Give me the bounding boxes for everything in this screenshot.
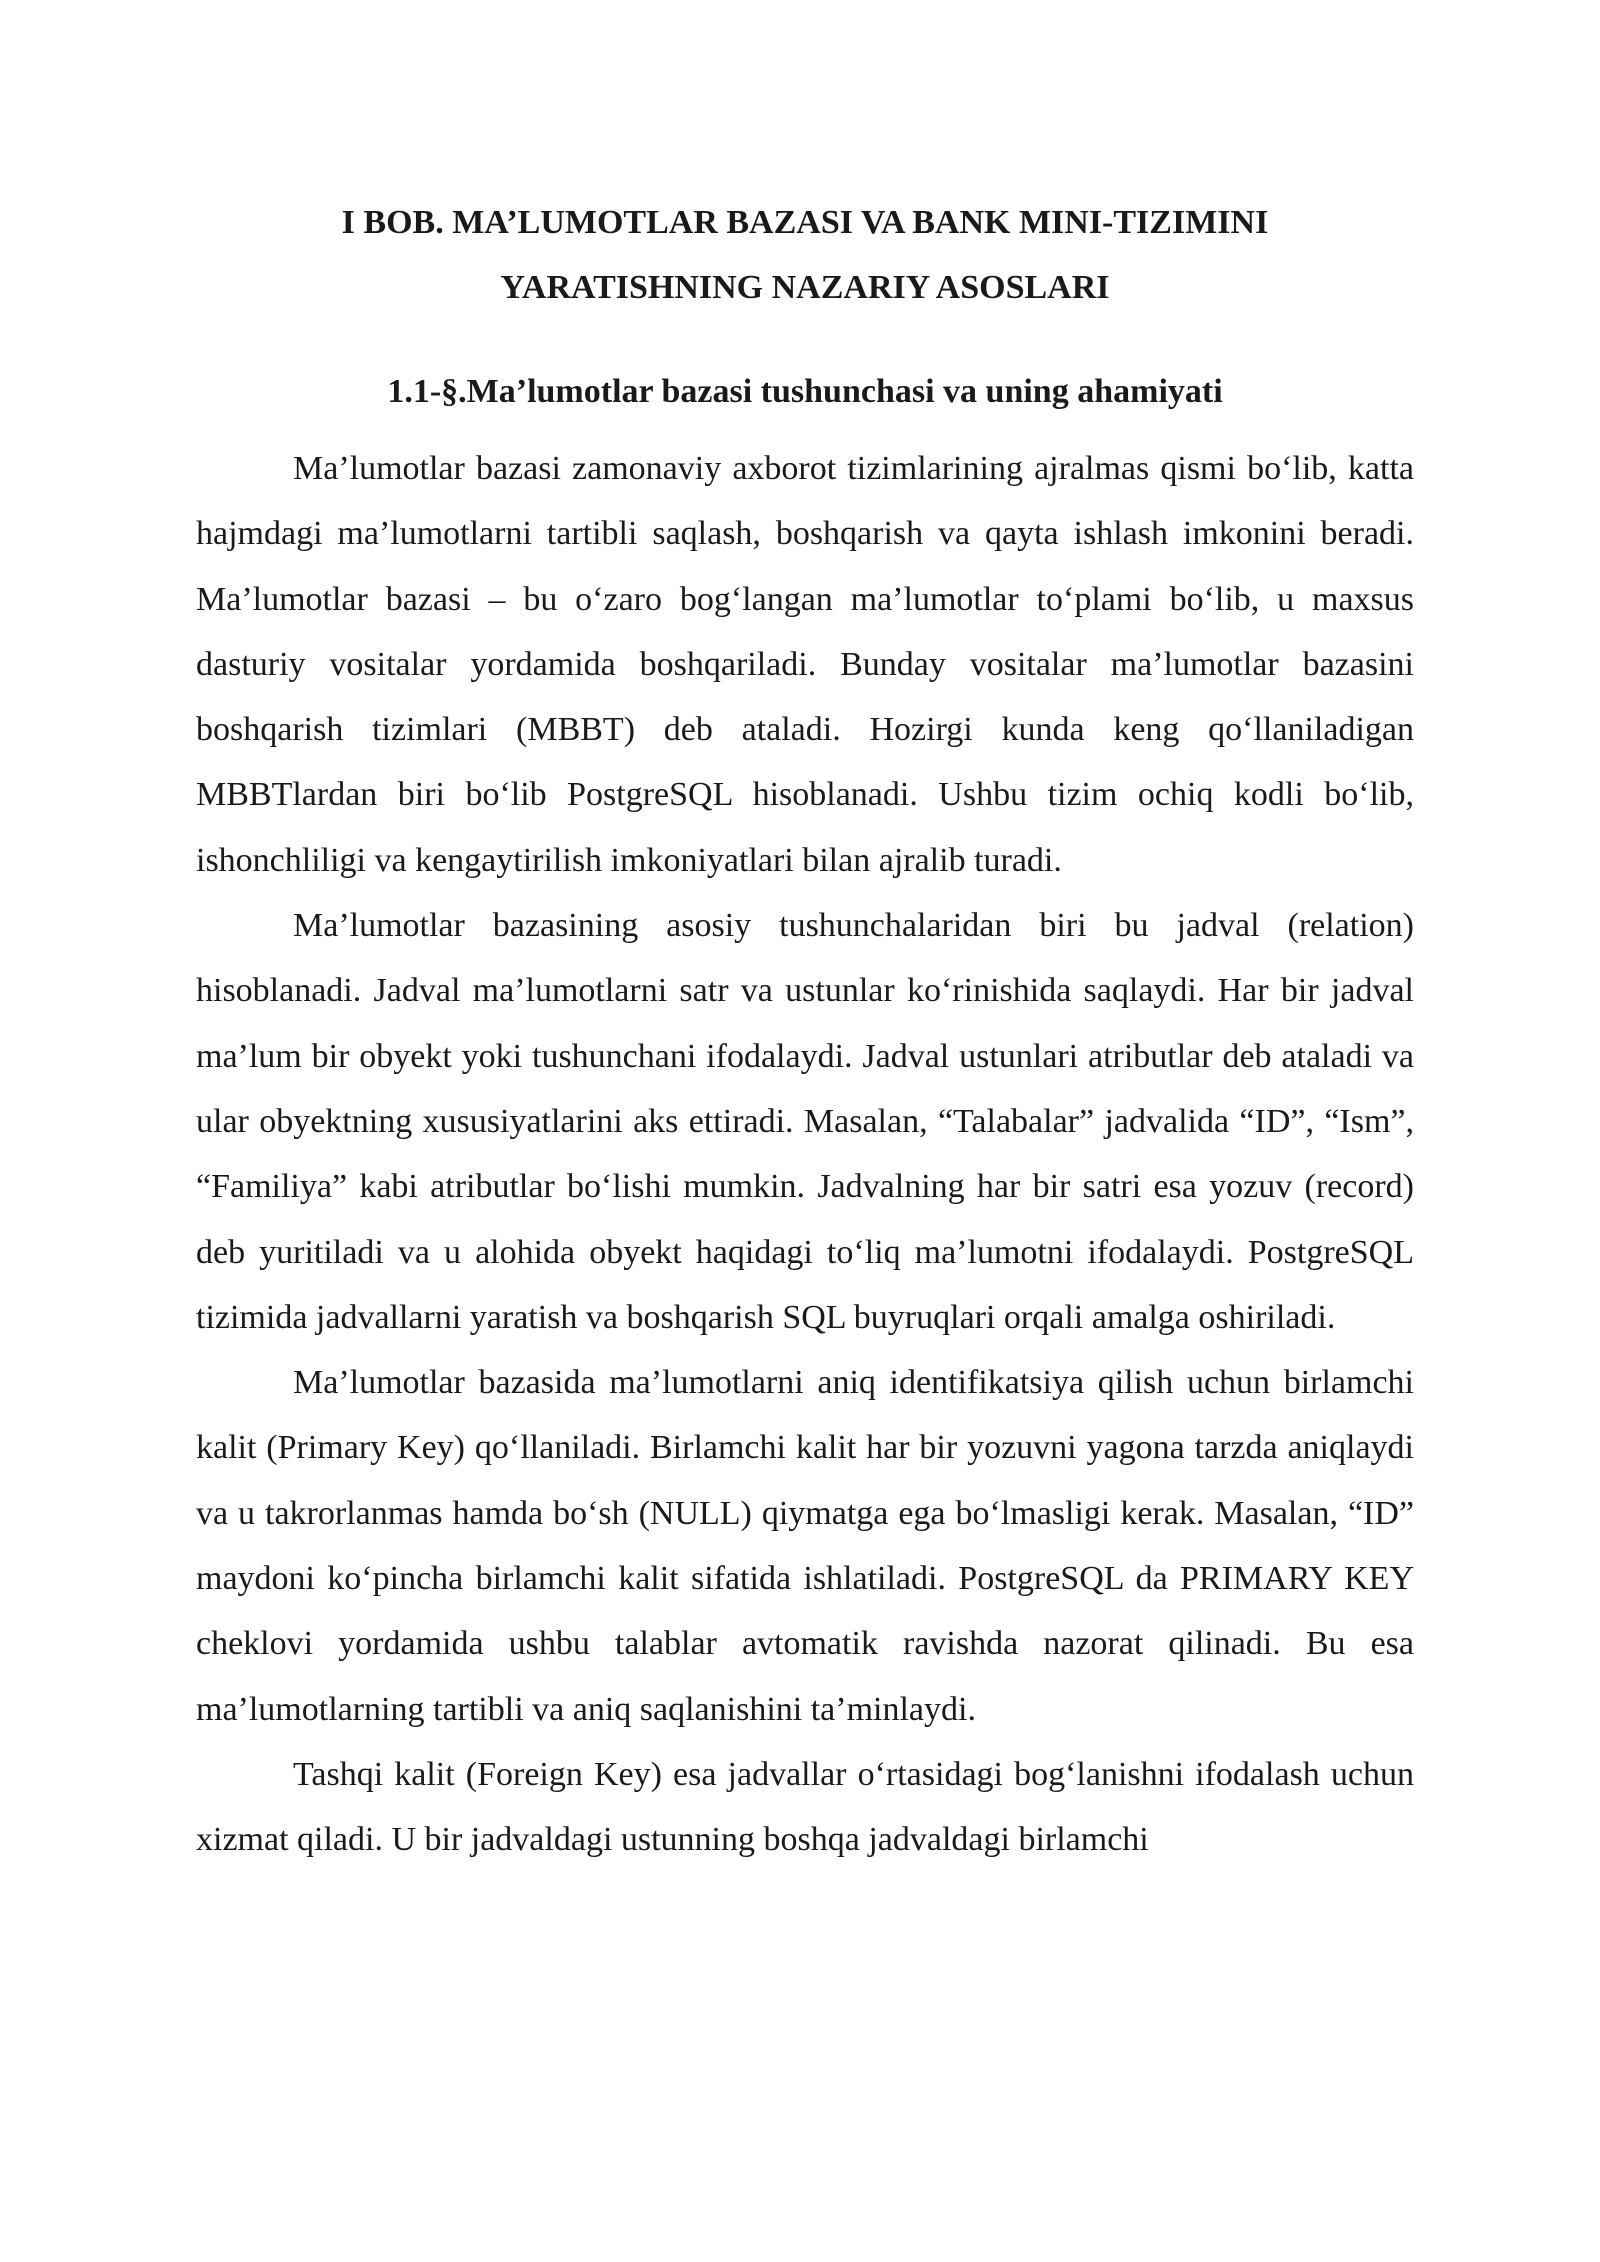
chapter-title-line-1: I BOB. MA’LUMOTLAR BAZASI VA BANK MINI-TIZIMINI xyxy=(341,204,1269,241)
paragraph-3: Ma’lumotlar bazasida ma’lumotlarni aniq identifikatsiya qilish uchun birlamchi kalit (Primary Key) qo‘llaniladi. Birlamchi kalit har bir yozuvni yagona tarzda aniqlaydi va u takrorlanmas hamda bo‘sh (NULL) qiymatga ega bo‘lmasligi kerak. Masalan, “ID” maydoni ko‘pincha birlamchi kalit sifatida ishlatiladi. PostgreSQL da PRIMARY KEY cheklovi yordamida ushbu talablar avtomatik ravishda nazorat qilinadi. Bu esa ma’lumotlarning tartibli va aniq saqlanishini ta’minlaydi. xyxy=(196,1364,1414,1728)
paragraph-4: Tashqi kalit (Foreign Key) esa jadvallar o‘rtasidagi bog‘lanishni ifodalash uchun xizmat qiladi. U bir jadvaldagi ustunning boshqa jadvaldagi birlamchi xyxy=(196,1755,1414,1859)
paragraph-1: Ma’lumotlar bazasi zamonaviy axborot tizimlarining ajralmas qismi bo‘lib, katta hajmdagi ma’lumotlarni tartibli saqlash, boshqarish va qayta ishlash imkonini beradi. Ma’lumotlar bazasi – bu o‘zaro bog‘langan ma’lumotlar to‘plami bo‘lib, u maxsus dasturiy vositalar yordamida boshqariladi. Bunday vositalar ma’lumotlar bazasini boshqarish tizimlari (MBBT) deb ataladi. Hozirgi kunda keng qo‘llaniladigan MBBTlardan biri bo‘lib PostgreSQL hisoblanadi. Ushbu tizim ochiq kodli bo‘lib, ishonchliligi va kengaytirilish imkoniyatlari bilan ajralib turadi. xyxy=(196,450,1414,879)
chapter-title-line-2: YARATISHNING NAZARIY ASOSLARI xyxy=(500,269,1110,306)
chapter-title xyxy=(196,190,1414,320)
paragraph-2: Ma’lumotlar bazasining asosiy tushunchalaridan biri bu jadval (relation) hisoblanadi. Jadval ma’lumotlarni satr va ustunlar ko‘rinishida saqlaydi. Har bir jadval ma’lum bir obyekt yoki tushunchani ifodalaydi. Jadval ustunlari atributlar deb ataladi va ular obyektning xususiyatlarini aks ettiradi. Masalan, “Talabalar” jadvalida “ID”, “Ism”, “Familiya” kabi atributlar bo‘lishi mumkin. Jadvalning har bir satri esa yozuv (record) deb yuritiladi va u alohida obyekt haqidagi to‘liq ma’lumotni ifodalaydi. PostgreSQL tizimida jadvallarni yaratish va boshqarish SQL buyruqlari orqali amalga oshiriladi. xyxy=(196,907,1414,1336)
document-page xyxy=(196,190,1414,1873)
body-text xyxy=(196,436,1414,1873)
section-title: 1.1-§.Ma’lumotlar bazasi tushunchasi va uning ahamiyati xyxy=(387,373,1223,410)
